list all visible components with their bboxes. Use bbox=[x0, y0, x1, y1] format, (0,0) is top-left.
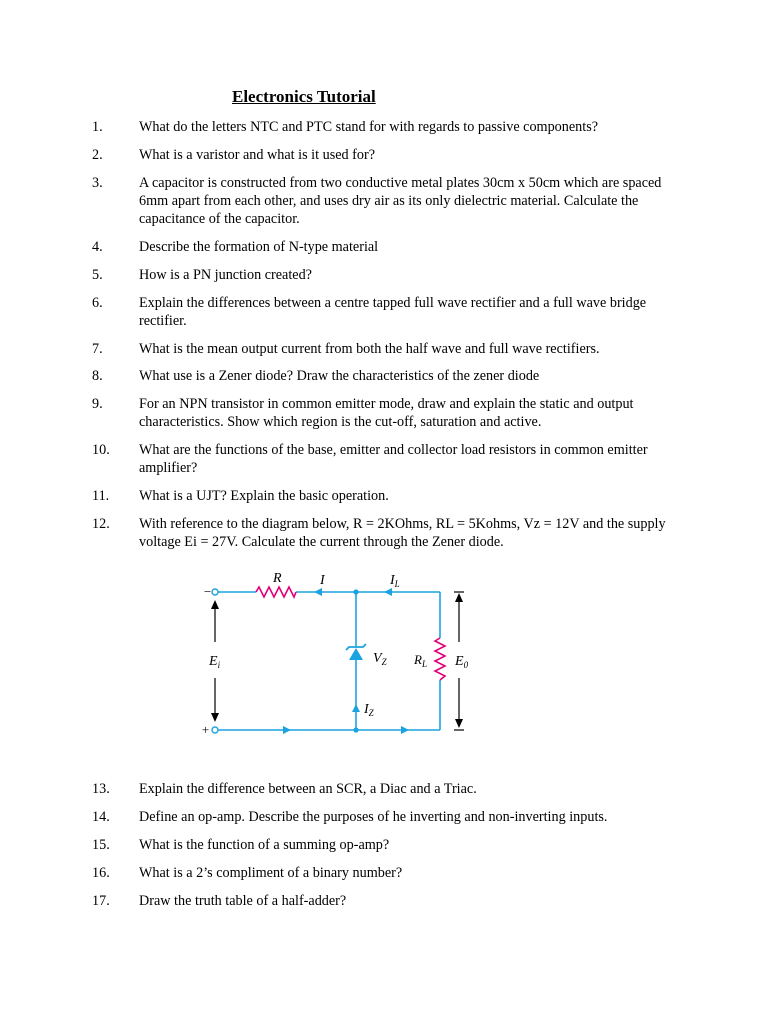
question-text: Define an op-amp. Describe the purposes of he inverting and non-inverting inputs. bbox=[139, 809, 608, 825]
label-i: I bbox=[320, 573, 325, 588]
input-terminal-negative bbox=[212, 589, 218, 595]
label-plus: + bbox=[201, 722, 210, 737]
question-number: 14. bbox=[92, 809, 110, 825]
question-text: A capacitor is constructed from two conductive metal plates 30cm x 50cm which are spaced 6mm apart from each other, and uses dry air as its only dielectric material. Calculate the capacitance of the capacitor. bbox=[139, 175, 662, 227]
zener-diode-icon bbox=[346, 644, 366, 660]
question-number: 4. bbox=[92, 239, 103, 255]
question-text: What is the function of a summing op-amp? bbox=[139, 837, 390, 853]
question-text: What is a 2’s compliment of a binary number? bbox=[139, 865, 403, 881]
question-number: 1. bbox=[92, 119, 103, 135]
question-number: 16. bbox=[92, 865, 110, 881]
page-title: Electronics Tutorial bbox=[232, 87, 376, 106]
label-il: $I_L$ bbox=[390, 573, 400, 589]
input-terminal-positive bbox=[212, 727, 218, 733]
question-text: With reference to the diagram below, R = 2KOhms, RL = 5Kohms, Vz = 12V and the supply voltage Ei = 27V. Calculate the current through the Zener diode. bbox=[139, 516, 666, 550]
label-rl: $R_L$ bbox=[414, 652, 427, 669]
current-arrows bbox=[283, 588, 409, 734]
question-text: For an NPN transistor in common emitter mode, draw and explain the static and output characteristics. Show which region is the cut-off, saturation and active. bbox=[139, 396, 634, 430]
question-number: 6. bbox=[92, 295, 103, 311]
label-iz: $I_Z$ bbox=[364, 702, 374, 718]
label-minus: − bbox=[203, 584, 212, 599]
question-text: What is a UJT? Explain the basic operation. bbox=[139, 488, 389, 504]
question-text: What do the letters NTC and PTC stand for with regards to passive components? bbox=[139, 119, 599, 135]
label-vz: $V_Z$ bbox=[373, 651, 387, 667]
label-ei: $E_i$ bbox=[209, 654, 221, 670]
question-number: 5. bbox=[92, 267, 103, 283]
label-r: R bbox=[273, 571, 282, 586]
question-text: How is a PN junction created? bbox=[139, 267, 312, 283]
question-number: 12. bbox=[92, 516, 110, 532]
question-number: 11. bbox=[92, 488, 110, 504]
question-number: 2. bbox=[92, 147, 103, 163]
question-text: Explain the differences between a centre tapped full wave rectifier and a full wave bridge rectifier. bbox=[139, 295, 647, 329]
question-number: 13. bbox=[92, 781, 110, 797]
question-number: 7. bbox=[92, 341, 103, 357]
series-resistor bbox=[256, 587, 296, 597]
question-text: Explain the difference between an SCR, a Diac and a Triac. bbox=[139, 781, 477, 797]
question-number: 8. bbox=[92, 368, 103, 384]
question-number: 10. bbox=[92, 442, 110, 458]
junction-dot bbox=[353, 589, 358, 594]
circuit-wires bbox=[215, 592, 440, 730]
question-text: Describe the formation of N-type material bbox=[139, 239, 379, 255]
junction-dot bbox=[353, 727, 358, 732]
question-text: What are the functions of the base, emitter and collector load resistors in common emitter amplifier? bbox=[139, 442, 648, 476]
question-number: 15. bbox=[92, 837, 110, 853]
zener-regulator-circuit-diagram bbox=[195, 565, 485, 745]
question-number: 3. bbox=[92, 175, 103, 191]
question-number: 17. bbox=[92, 893, 110, 909]
question-text: Draw the truth table of a half-adder? bbox=[139, 893, 347, 909]
label-eo: $E_0$ bbox=[455, 654, 469, 670]
question-text: What use is a Zener diode? Draw the characteristics of the zener diode bbox=[139, 368, 540, 384]
question-text: What is the mean output current from both the half wave and full wave rectifiers. bbox=[139, 341, 600, 357]
load-resistor bbox=[435, 638, 445, 680]
question-text: What is a varistor and what is it used for? bbox=[139, 147, 375, 163]
question-number: 9. bbox=[92, 396, 103, 412]
